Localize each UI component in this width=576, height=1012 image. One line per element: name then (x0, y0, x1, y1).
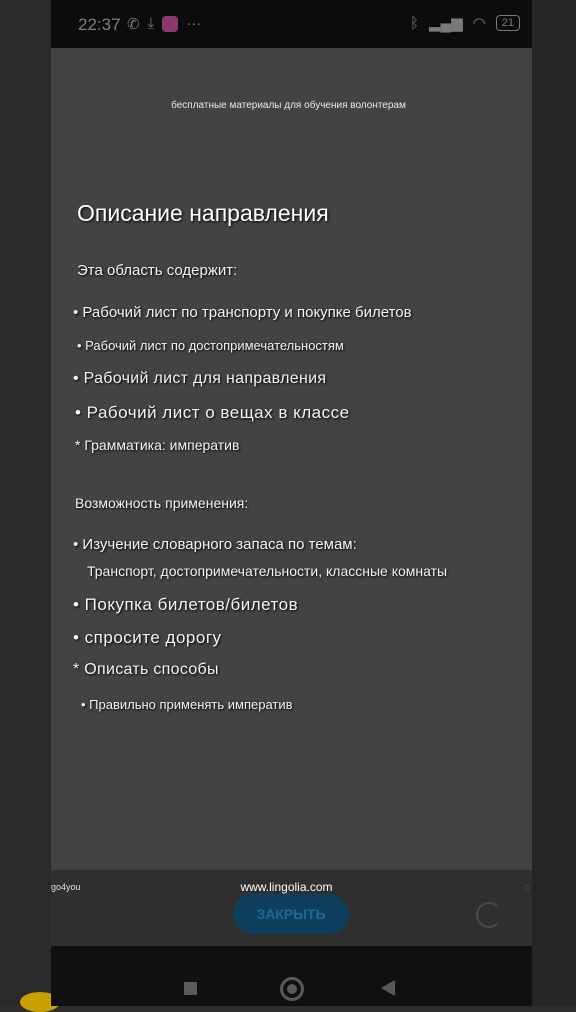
header-note: бесплатные материалы для обучения волонтерам (171, 100, 406, 111)
right-edge (532, 0, 576, 1006)
content-page[interactable] (51, 48, 532, 870)
recent-apps-icon[interactable] (184, 982, 197, 995)
footer-left-text: go4you (51, 882, 81, 892)
list-item: • Рабочий лист по транспорту и покупке билетов (73, 304, 412, 321)
list-item: • Покупка билетов/билетов (73, 595, 299, 614)
list-item: • Рабочий лист о вещах в классе (75, 403, 350, 422)
phone-screen (51, 0, 532, 1006)
home-icon[interactable] (280, 977, 304, 1001)
battery-icon: 21 (496, 15, 520, 31)
list-item: • Рабочий лист по достопримечательностям (77, 338, 344, 353)
app-icon (162, 16, 178, 32)
section1-heading: Эта область содержит: (77, 262, 238, 279)
status-icons-left (127, 15, 201, 33)
list-item: • Правильно применять императив (81, 697, 293, 712)
bottom-bar (51, 870, 532, 946)
reload-icon[interactable] (476, 902, 502, 928)
back-icon[interactable] (381, 980, 395, 996)
list-item: • Рабочий лист для направления (73, 370, 327, 387)
section2-heading: Возможность применения: (75, 495, 249, 511)
left-edge (0, 0, 51, 1006)
bluetooth-icon: ᛒ (409, 14, 419, 32)
status-icons-right (410, 14, 520, 32)
list-item: Транспорт, достопримечательности, классные комнаты (87, 563, 448, 579)
download-icon: ⤓ (147, 15, 155, 32)
status-time: 22:37 (78, 15, 121, 34)
list-item: * Грамматика: императив (75, 437, 240, 453)
wifi-icon: ◠ (472, 15, 486, 32)
close-button[interactable]: ЗАКРЫТЬ (233, 894, 349, 934)
signal-icon: ▂▄▆ (428, 15, 463, 32)
navigation-bar (51, 946, 532, 1006)
more-icon: ··· (186, 15, 202, 32)
list-item: • спросите дорогу (73, 628, 222, 647)
status-bar (51, 0, 532, 48)
whatsapp-icon: ✆ (127, 16, 140, 33)
list-item: * Описать способы (73, 661, 219, 678)
site-url[interactable]: www.lingolia.com (240, 880, 333, 894)
list-item: • Изучение словарного запаса по темам: (73, 536, 357, 553)
page-title: Описание направления (77, 200, 329, 226)
bookmark-icon: ⌂ (523, 882, 530, 893)
